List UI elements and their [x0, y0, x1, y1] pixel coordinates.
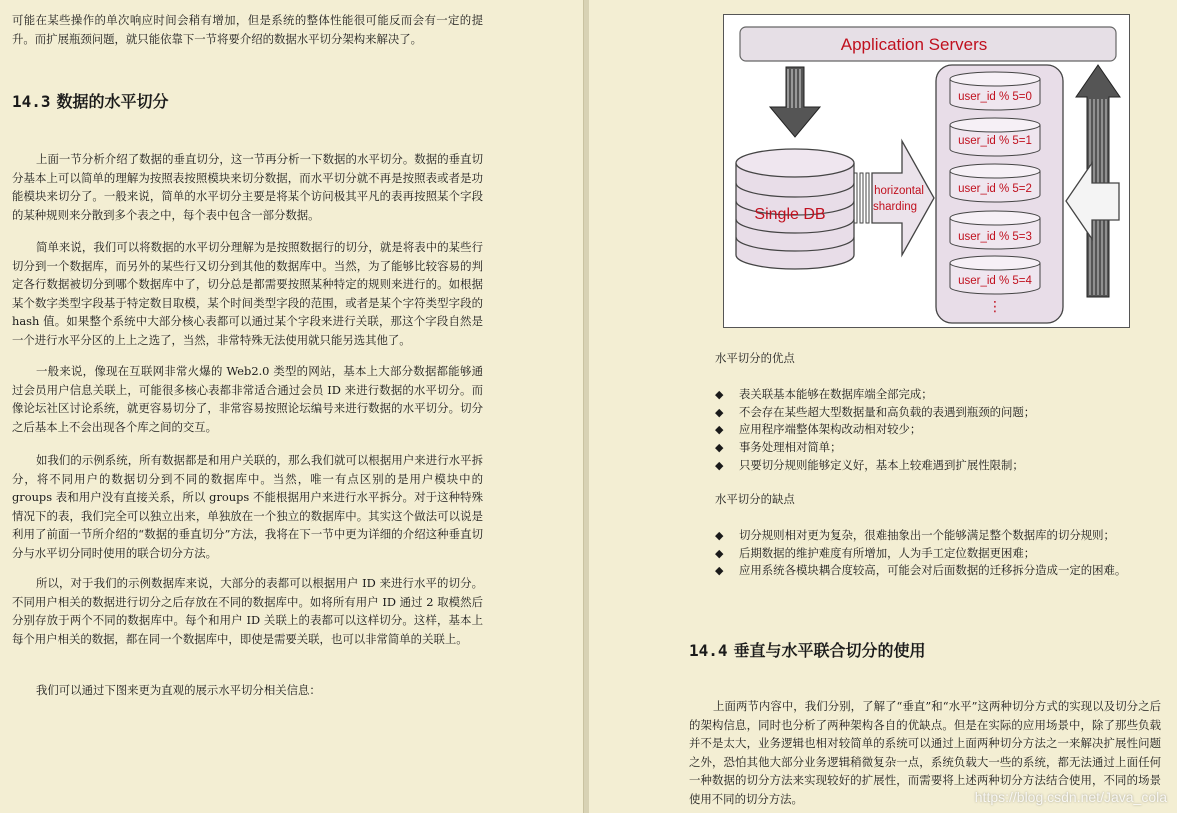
- diamond-bullet-icon: ◆: [715, 388, 724, 401]
- diamond-bullet-icon: ◆: [715, 423, 724, 437]
- shard-label-3: user_id % 5=3: [958, 231, 1032, 243]
- paragraph-4: 如我们的示例系统，所有数据都是和用户关联的，那么我们就可以根据用户来进行水平拆分，将不同用户的数据切分到不同的数据库中。当然，唯一有点区别的是用户模块中的 groups 表和用户没有直接关系，所以 groups 不能根据用户来进行水平拆分。对于这种特殊情况下的表，我们完全可以独立出来，单独放在一个独立的数据库中。其实这个做法可以说是利用了前面一节所介绍的“数据的垂直切分”方法，我将在下一节中更为详细的介绍这种垂直切分与水平切分同时使用的联合切分方法。: [12, 453, 483, 560]
- left-page: [0, 0, 583, 813]
- list-item: ◆ 不会存在某些超大型数据量和高负载的表遇到瓶颈的问题；: [715, 404, 1155, 422]
- paragraph-2: 简单来说，我们可以将数据的水平切分理解为是按照数据行的切分，就是将表中的某些行切分到一个数据库，而另外的某些行又切分到其他的数据库中。当然，为了能够比较容易的判定各行数据被切分到哪个数据库中了，切分总是都需要按照某种特定的规则来进行的。如根据某个数字类型字段基于特定数目取模，某个时间类型字段的范围，或者是某个字符类型字段的 hash 值。如果整个系统中大部分核心表都可以通过某个字段来进行关联，那这个字段自然是一个进行水平分区的上上之选了，当然，非常特殊无法使用就只能另选其他了。: [12, 240, 483, 347]
- paragraph-1: 上面一节分析介绍了数据的垂直切分，这一节再分析一下数据的水平切分。数据的垂直切分基本上可以简单的理解为按照表按照模块来切分数据，而水平切分就不再是按照表或者是功能模块来切分了。一般来说，简单的水平切分主要是将某个访问极其平凡的表再按照某个字段的某种规则来分散到多个表之中，每个表中包含一部分数据。: [12, 152, 483, 222]
- disadvantages-list: [715, 527, 1155, 580]
- diamond-bullet-icon: ◆: [715, 441, 724, 455]
- shard-3: [950, 211, 1040, 249]
- shard-label-2: user_id % 5=2: [958, 183, 1032, 195]
- paragraph-14-4: 上面两节内容中，我们分别，了解了“垂直”和“水平”这两种切分方式的实现以及切分之后的架构信息，同时也分析了两种架构各自的优缺点。但是在实际的应用场景中，除了那些负载并不是太大，业务逻辑也相对较简单的系统可以通过上面两种切分方法之一来解决扩展性问题之外，恐怕其他大部分业务逻辑稍微复杂一点，系统负载大一些的系统，都无法通过上面任何一种数据的切分方法来实现较好的扩展性，而需要将上述两种切分方法结合使用，不同的场景使用不同的切分方法。: [689, 699, 1161, 806]
- list-item: ◆ 应用程序端整体架构改动相对较少；: [715, 421, 1155, 439]
- list-item: ◆ 表关联基本能够在数据库端全部完成；: [715, 386, 1155, 404]
- list-item: ◆ 事务处理相对简单；: [715, 439, 1155, 457]
- paragraph-6: 我们可以通过下图来更为直观的展示水平切分相关信息：: [36, 683, 321, 697]
- intro-paragraph: 可能在某些操作的单次响应时间会稍有增加，但是系统的整体性能很可能反而会有一定的提升。而扩展瓶颈问题，就只能依靠下一节将要介绍的数据水平切分架构来解决了。: [12, 13, 483, 46]
- right-page: [589, 0, 1177, 813]
- sharding-arrow: [854, 141, 934, 255]
- paragraph-3: 一般来说，像现在互联网非常火爆的 Web2.0 类型的网站，基本上大部分数据都能够通过会员用户信息关联上，可能很多核心表都非常适合通过会员 ID 来进行数据的水平切分。而像论坛社区讨论系统，就更容易切分了，非常容易按照论坛编号来进行数据的水平切分。切分之后基本上不会出现各个库之间的交互。: [12, 364, 483, 434]
- list-item: ◆ 后期数据的维护难度有所增加，人为手工定位数据更困难；: [715, 545, 1155, 563]
- down-arrow: [770, 67, 820, 137]
- list-item: ◆ 应用系统各模块耦合度较高，可能会对后面数据的迁移拆分造成一定的困难。: [715, 562, 1155, 580]
- horizontal-sharding-diagram: [723, 14, 1130, 328]
- disadvantages-title: 水平切分的缺点: [715, 492, 795, 506]
- list-item: ◆ 切分规则相对更为复杂，很难抽象出一个能够满足整个数据库的切分规则；: [715, 527, 1155, 545]
- shard-label-0: user_id % 5=0: [958, 91, 1032, 103]
- single-db-label: Single DB: [754, 206, 826, 223]
- section-heading-14-3: [12, 89, 169, 112]
- left-arrow: [1066, 163, 1119, 239]
- section-title: 数据的水平切分: [56, 92, 169, 111]
- sharding-label-line1: horizontal: [874, 185, 924, 197]
- diamond-bullet-icon: ◆: [715, 529, 724, 542]
- advantages-list: [715, 386, 1155, 474]
- advantages-title: 水平切分的优点: [715, 351, 795, 365]
- section-number: 14.3: [12, 92, 51, 111]
- paragraph-5: 所以，对于我们的示例数据库来说，大部分的表都可以根据用户 ID 来进行水平的切分。不同用户相关的数据进行切分之后存放在不同的数据库中。如将所有用户 ID 通过 2 取模然后分别存放于两个不同的数据库中。每个和用户 ID 关联上的表都可以这样切分。这样，基本上每个用户相关的数据，都在同一个数据库中，即使是需要关联，也可以非常简单的关联上。: [12, 576, 483, 646]
- diamond-bullet-icon: ◆: [715, 458, 724, 472]
- diamond-bullet-icon: ◆: [715, 564, 724, 578]
- section-heading-14-4: [689, 638, 926, 661]
- list-item: ◆ 只要切分规则能够定义好，基本上较难遇到扩展性限制；: [715, 457, 1155, 475]
- shard-label-1: user_id % 5=1: [958, 135, 1032, 147]
- sharding-label-line2: sharding: [872, 201, 918, 213]
- app-servers-label: Application Servers: [840, 35, 988, 54]
- shard-label-4: user_id % 5=4: [958, 275, 1032, 287]
- section-title: 垂直与水平联合切分的使用: [733, 641, 926, 660]
- diamond-bullet-icon: ◆: [715, 546, 724, 560]
- section-number: 14.4: [689, 641, 728, 660]
- watermark: https://blog.csdn.net/Java_cola: [974, 789, 1167, 805]
- diamond-bullet-icon: ◆: [715, 405, 724, 419]
- more-shards-ellipsis: ⋮: [988, 299, 1002, 315]
